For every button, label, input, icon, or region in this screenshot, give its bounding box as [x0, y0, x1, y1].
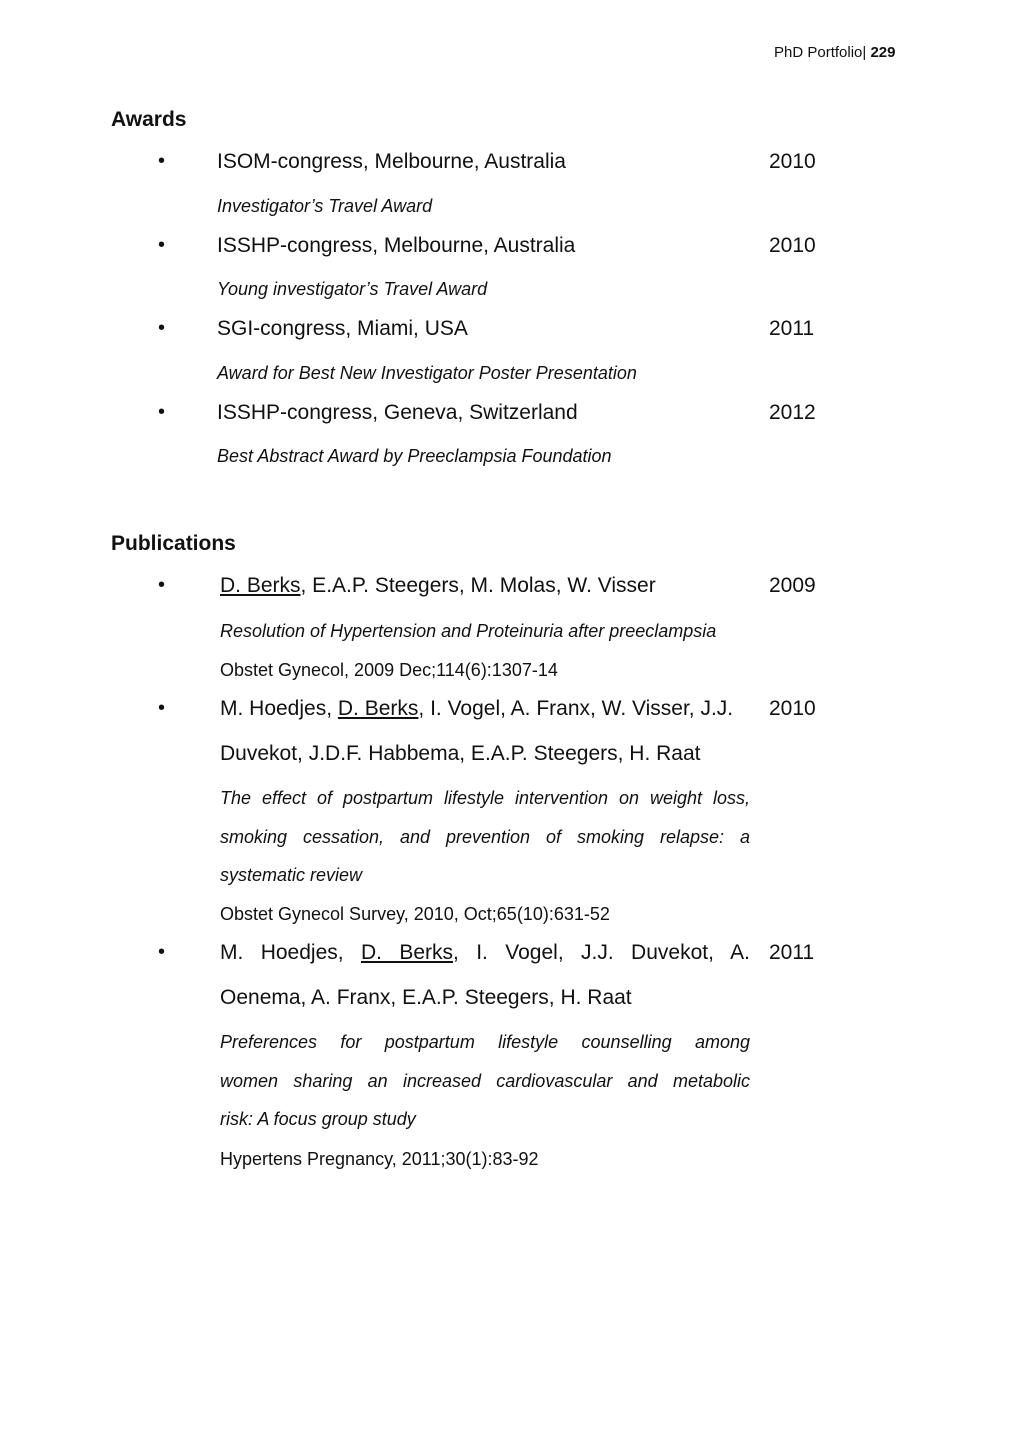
bullet: • — [158, 574, 166, 596]
page-header — [774, 44, 895, 61]
publication-title: smoking cessation, and prevention of smoking relapse: a — [220, 827, 750, 847]
authors-text: , E.A.P. Steegers, M. Molas, W. Visser — [300, 574, 656, 597]
publication-year: 2011 — [769, 941, 815, 964]
award-congress: SGI-congress, Miami, USA — [217, 317, 468, 340]
publication-year: 2009 — [769, 574, 816, 597]
award-congress: ISOM-congress, Melbourne, Australia — [217, 150, 566, 173]
bullet: • — [158, 401, 166, 423]
publication-title: The effect of postpartum lifestyle intervention on weight loss, — [220, 788, 750, 808]
publications-heading: Publications — [111, 532, 236, 555]
publication-authors — [220, 697, 750, 721]
awards-heading: Awards — [111, 108, 187, 131]
bullet: • — [158, 317, 166, 339]
publication-title: risk: A focus group study — [220, 1109, 416, 1129]
authors-text: Duvekot, J.D.F. Habbema, E.A.P. Steegers, H. Raat — [220, 742, 701, 765]
bullet: • — [158, 941, 166, 963]
authors-text: M. Hoedjes, — [220, 697, 338, 720]
publication-authors — [220, 941, 750, 965]
highlighted-author: D. Berks — [360, 941, 454, 964]
publication-year: 2010 — [769, 697, 816, 720]
authors-text: , I. Vogel, J.J. Duvekot, A. — [453, 941, 750, 964]
award-year: 2011 — [769, 317, 815, 340]
publication-title: systematic review — [220, 865, 363, 885]
publication-journal: Hypertens Pregnancy, 2011;30(1):83-92 — [220, 1149, 539, 1169]
award-name: Award for Best New Investigator Poster Presentation — [217, 363, 637, 383]
publication-authors — [220, 574, 750, 598]
publication-journal: Obstet Gynecol Survey, 2010, Oct;65(10):631-52 — [220, 904, 610, 924]
award-name: Young investigator’s Travel Award — [217, 279, 488, 299]
publication-title: women sharing an increased cardiovascular and metabolic — [220, 1071, 750, 1091]
award-congress: ISSHP-congress, Geneva, Switzerland — [217, 401, 578, 424]
authors-text: M. Hoedjes, — [220, 941, 361, 964]
award-year: 2010 — [769, 150, 816, 173]
publication-title: Resolution of Hypertension and Proteinuria after preeclampsia — [220, 621, 717, 641]
award-year: 2010 — [769, 234, 816, 257]
publication-authors-continued — [220, 742, 750, 766]
page-number: 229 — [870, 44, 896, 61]
award-name: Best Abstract Award by Preeclampsia Foundation — [217, 446, 612, 466]
highlighted-author: D. Berks — [220, 574, 301, 597]
publication-title: Preferences for postpartum lifestyle counselling among — [220, 1032, 750, 1052]
portfolio-label: PhD Portfolio| — [774, 44, 867, 61]
bullet: • — [158, 150, 166, 172]
highlighted-author: D. Berks — [337, 697, 419, 720]
award-name: Investigator’s Travel Award — [217, 196, 433, 216]
publication-journal: Obstet Gynecol, 2009 Dec;114(6):1307-14 — [220, 660, 558, 680]
authors-text: , I. Vogel, A. Franx, W. Visser, J.J. — [418, 697, 734, 720]
bullet: • — [158, 697, 166, 719]
authors-text: Oenema, A. Franx, E.A.P. Steegers, H. Raat — [220, 986, 632, 1009]
award-year: 2012 — [769, 401, 816, 424]
award-congress: ISSHP-congress, Melbourne, Australia — [217, 234, 576, 257]
bullet: • — [158, 234, 166, 256]
publication-authors-continued — [220, 986, 750, 1010]
